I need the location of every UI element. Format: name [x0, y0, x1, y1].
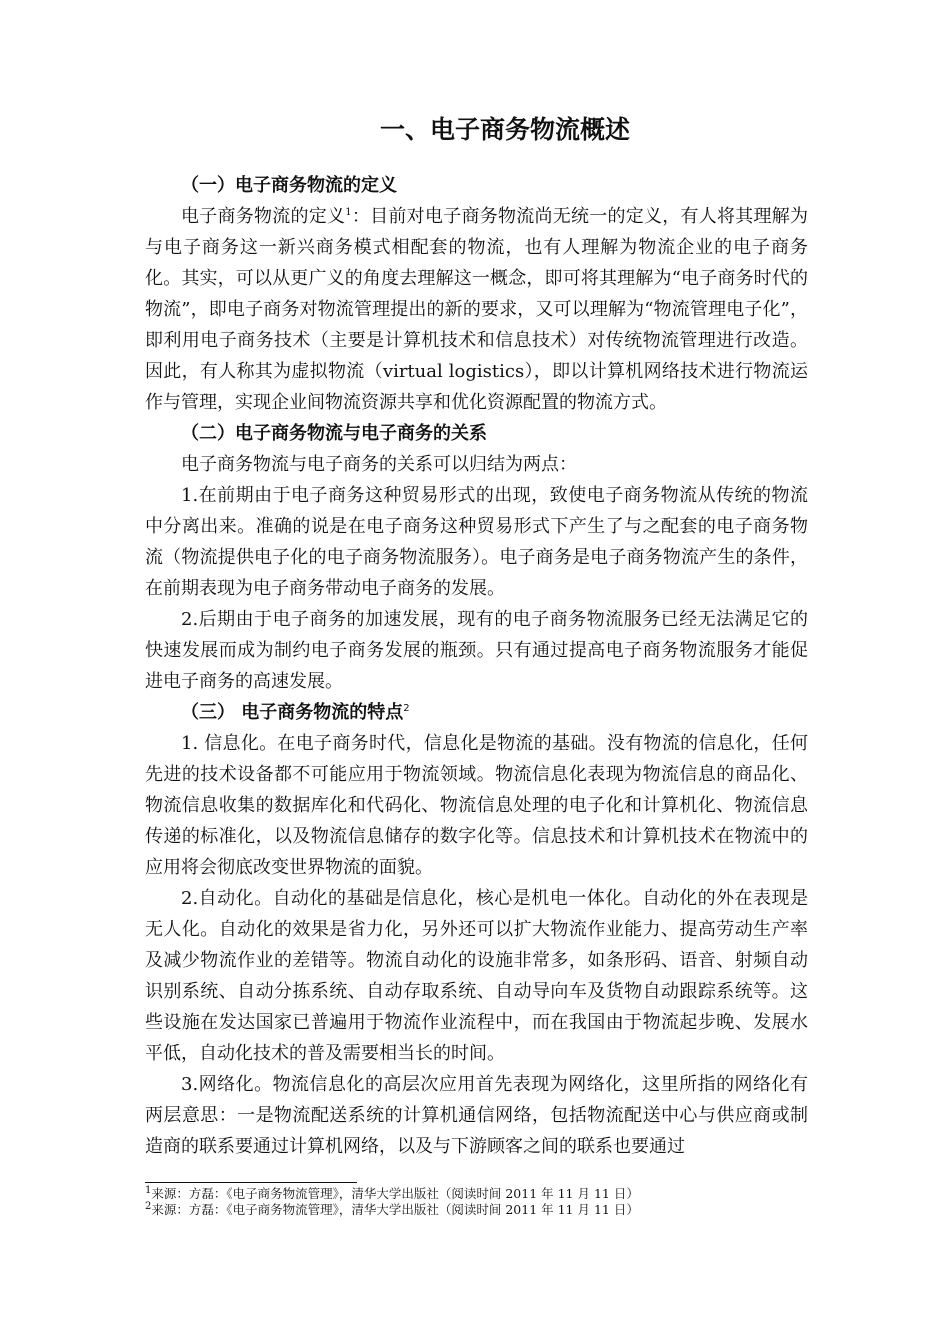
- feature-networking: [145, 1069, 808, 1162]
- footnote-mark: 1: [145, 1184, 152, 1196]
- feature-text: 。自动化的基础是信息化，核心是机电一体化。自动化的外在表现是无人化。自动化的效果是省力化，另外还可以扩大物流作业能力、提高劳动生产率及减少物流作业的差错等。物流自动化的设施非常多，如条形码、语音、射频自动识别系统、自动分拣系统、自动存取系统、自动导向车及货物自动跟踪系统等。这些设施在发达国家已普遍用于物流作业流程中，而在我国由于物流起步晚、发展水平低，自动化技术的普及需要相当长的时间。: [145, 888, 808, 1064]
- definition-paragraph: [145, 201, 808, 418]
- document-body: [145, 170, 808, 1162]
- heading-text: （三） 电子商务物流的特点: [181, 702, 404, 723]
- section-heading-2: （二）电子商务物流与电子商务的关系: [181, 423, 487, 444]
- relation-point-1: 1.在前期由于电子商务这种贸易形式的出现，致使电子商务物流从传统的物流中分离出来。准确的说是在电子商务这种贸易形式下产生了与之配套的电子商务物流（物流提供电子化的电子商务物流服务）。电子商务是电子商务物流产生的条件，在前期表现为电子商务带动电子商务的发展。: [145, 485, 808, 599]
- page-title: 一、电子商务物流概述: [379, 115, 630, 144]
- feature-informatization: [145, 728, 808, 883]
- feature-lead: 2.自动化: [181, 888, 255, 909]
- paragraph-text: 电子商务物流的定义: [181, 206, 346, 227]
- footnote-text: 来源：方磊：《电子商务物流管理》，清华大学出版社（阅读时间 2011 年 11 月 11 日）: [151, 1202, 639, 1217]
- feature-text: 。在电子商务时代，信息化是物流的基础。没有物流的信息化，任何先进的技术设备都不可能应用于物流领域。物流信息化表现为物流信息的商品化、物流信息收集的数据库化和代码化、物流信息处理的电子化和计算机化、物流信息传递的标准化，以及物流信息储存的数字化等。信息技术和计算机技术在物流中的应用将会彻底改变世界物流的面貌。: [145, 733, 808, 878]
- relation-intro-paragraph: 电子商务物流与电子商务的关系可以归结为两点：: [181, 454, 577, 475]
- footnote-ref-1[interactable]: 1: [345, 207, 352, 218]
- footnote-mark: 2: [145, 1200, 152, 1212]
- paragraph-text: ：目前对电子商务物流尚无统一的定义，有人将其理解为与电子商务这一新兴商务模式相配套的物流，也有人理解为物流企业的电子商务化。其实，可以从更广义的角度去理解这一概念，即可将其理解为“电子商务时代的物流”，即电子商务对物流管理提出的新的要求，又可以理解为“物流管理电子化”，即利用电子商务技术（主要是计算机技术和信息技术）对传统物流管理进行改造。因此，有人称其为虚拟物流（virtual logistics），即以计算机网络技术进行物流运作与管理，实现企业间物流资源共享和优化资源配置的物流方式。: [145, 206, 809, 413]
- footnotes: [145, 1186, 808, 1218]
- footnote-1: [145, 1186, 808, 1202]
- relation-point-2: 2.后期由于电子商务的加速发展，现有的电子商务物流服务已经无法满足它的快速发展而成为制约电子商务发展的瓶颈。只有通过提高电子商务物流服务才能促进电子商务的高速发展。: [145, 609, 808, 692]
- footnote-divider: [145, 1182, 357, 1183]
- footnote-2: [145, 1202, 808, 1218]
- feature-lead: 1. 信息化: [181, 733, 260, 754]
- section-heading-3: [145, 697, 808, 728]
- section-heading-1: （一）电子商务物流的定义: [181, 175, 397, 196]
- feature-lead: 3.网络化: [181, 1074, 255, 1095]
- footnote-ref-2[interactable]: 2: [403, 703, 410, 714]
- feature-automation: [145, 883, 808, 1069]
- footnote-text: 来源：方磊：《电子商务物流管理》，清华大学出版社（阅读时间 2011 年 11 月 11 日）: [151, 1186, 639, 1201]
- feature-text: 。物流信息化的高层次应用首先表现为网络化，这里所指的网络化有两层意思：一是物流配送系统的计算机通信网络，包括物流配送中心与供应商或制造商的联系要通过计算机网络，以及与下游顾客之间的联系也要通过: [145, 1074, 808, 1157]
